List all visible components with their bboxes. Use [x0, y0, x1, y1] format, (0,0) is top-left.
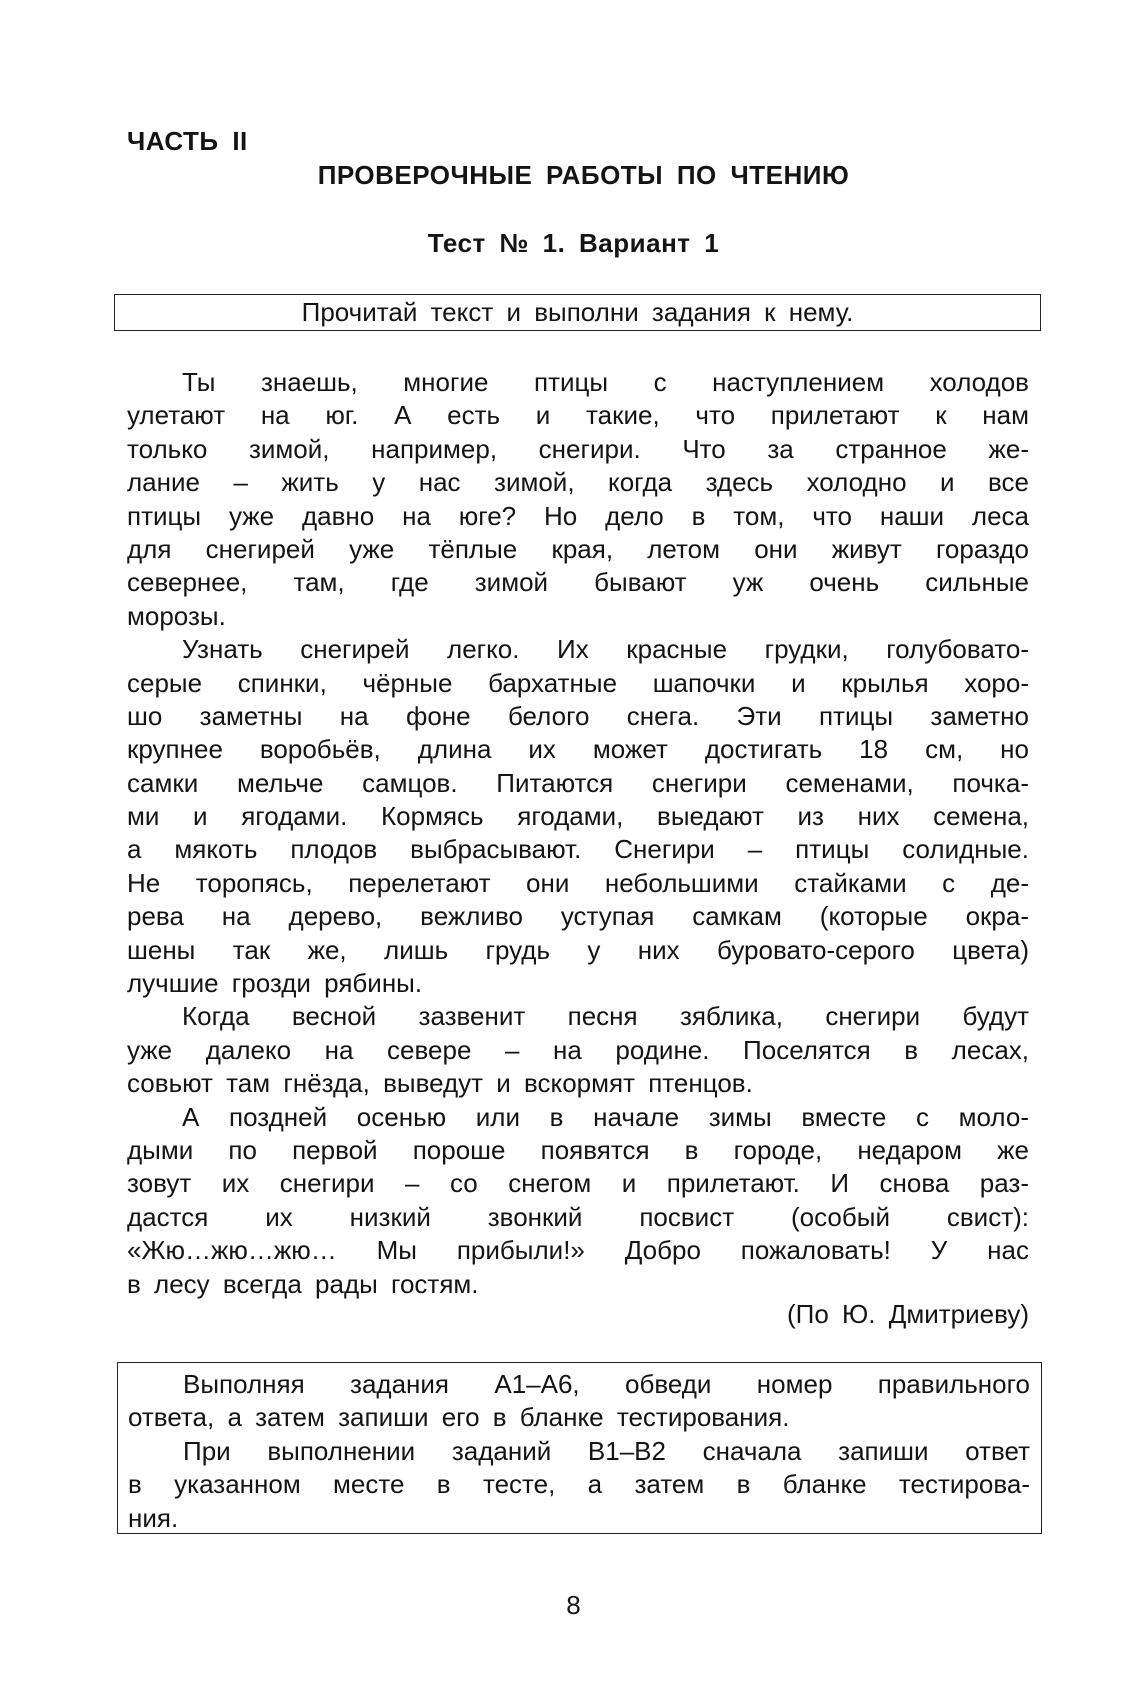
- text-line: рева на дерево, вежливо уступая самкам (которые окра-: [127, 901, 1029, 932]
- test-title: Тест № 1. Вариант 1: [427, 228, 720, 258]
- text-line: уже далеко на севере – на родине. Поселятся в лесах,: [127, 1034, 1029, 1065]
- text-line: в лесу всегда рады гостям.: [127, 1268, 479, 1299]
- instruction-box: [114, 294, 1041, 331]
- text-line: лание – жить у нас зимой, когда здесь холодно и все: [127, 467, 1029, 498]
- text-line: ми и ягодами. Кормясь ягодами, выедают из них семена,: [127, 801, 1029, 832]
- attribution: (По Ю. Дмитриеву): [786, 1299, 1029, 1329]
- task-instructions-box: [117, 1362, 1042, 1534]
- text-line: птицы уже давно на юге? Но дело в том, что наши леса: [127, 500, 1029, 531]
- text-line: Не торопясь, перелетают они небольшими стайками с де-: [127, 867, 1029, 898]
- text-line: Выполняя задания А1–А6, обведи номер правильного: [183, 1369, 1030, 1399]
- text-line: ния.: [128, 1502, 179, 1533]
- text-line: ответа, а затем запиши его в бланке тестирования.: [128, 1402, 790, 1433]
- page-number: 8: [566, 1590, 581, 1620]
- text-line: совьют там гнёзда, выведут и вскормят птенцов.: [127, 1068, 753, 1099]
- text-line: Узнать снегирей легко. Их красные грудки, голубовато-: [182, 634, 1029, 665]
- text-line: в указанном месте в тесте, а затем в бланке тестирова-: [128, 1469, 1030, 1500]
- reading-text: [127, 366, 1029, 1301]
- text-line: шены так же, лишь грудь у них буровато-серого цвета): [127, 934, 1029, 965]
- text-line: зовут их снегири – со снегом и прилетают. И снова раз-: [127, 1168, 1029, 1199]
- instruction-text: Прочитай текст и выполни задания к нему.: [301, 297, 854, 327]
- text-line: А поздней осенью или в начале зимы вместе с моло-: [182, 1101, 1029, 1132]
- text-line: «Жю…жю…жю… Мы прибыли!» Добро пожаловать! У нас: [127, 1235, 1029, 1266]
- text-line: самки мельче самцов. Питаются снегири семенами, почка-: [127, 767, 1029, 798]
- text-line: Ты знаешь, многие птицы с наступлением холодов: [182, 367, 1029, 397]
- text-line: Когда весной зазвенит песня зяблика, снегири будут: [182, 1001, 1029, 1032]
- text-line: а мякоть плодов выбрасывают. Снегири – птицы солидные.: [127, 834, 1029, 865]
- text-line: При выполнении заданий В1–В2 сначала запиши ответ: [183, 1435, 1030, 1466]
- text-line: шо заметны на фоне белого снега. Эти птицы заметно: [127, 700, 1029, 731]
- text-line: севернее, там, где зимой бывают уж очень сильные: [127, 567, 1029, 598]
- text-line: серые спинки, чёрные бархатные шапочки и крылья хоро-: [127, 667, 1029, 698]
- text-line: дастся их низкий звонкий посвист (особый свист):: [127, 1201, 1029, 1232]
- page-title: ПРОВЕРОЧНЫЕ РАБОТЫ ПО ЧТЕНИЮ: [317, 160, 850, 190]
- text-line: морозы.: [127, 600, 226, 631]
- text-line: для снегирей уже тёплые края, летом они живут гораздо: [127, 533, 1029, 564]
- text-line: только зимой, например, снегири. Что за странное же-: [127, 433, 1029, 464]
- part-heading: ЧАСТЬ II: [127, 126, 248, 156]
- text-line: дыми по первой пороше появятся в городе, недаром же: [127, 1134, 1029, 1165]
- text-line: улетают на юг. А есть и такие, что прилетают к нам: [127, 400, 1029, 431]
- text-line: лучшие грозди рябины.: [127, 968, 423, 999]
- text-line: крупнее воробьёв, длина их может достигать 18 см, но: [127, 734, 1029, 765]
